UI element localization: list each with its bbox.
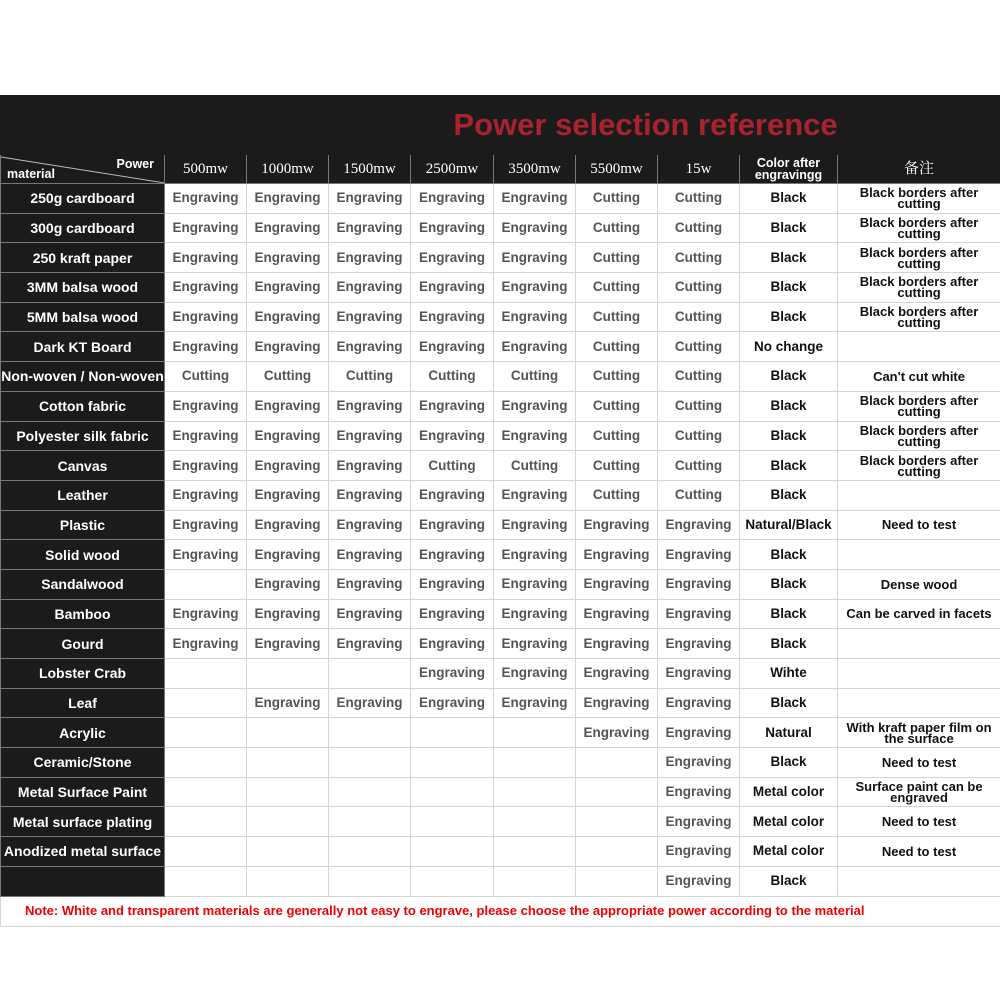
power-cell: Engraving [329,688,411,718]
power-cell: Engraving [494,273,576,303]
power-cell [576,837,658,867]
power-cell: Engraving [494,540,576,570]
power-cell: Cutting [576,332,658,362]
power-reference-table [0,95,1000,927]
power-cell [411,837,494,867]
power-cell [411,807,494,837]
table-row [1,362,1000,392]
material-cell: Gourd [1,629,165,659]
power-cell: Engraving [576,599,658,629]
note-cell: Need to test [838,837,1000,867]
note-cell: With kraft paper film on the surface [838,718,1000,748]
power-cell: Cutting [658,213,740,243]
power-cell [329,659,411,689]
power-cell: Engraving [411,302,494,332]
power-cell: Engraving [494,243,576,273]
power-cell: Engraving [658,777,740,807]
material-cell: Solid wood [1,540,165,570]
power-cell: Engraving [247,243,329,273]
table-title: Power selection reference [1,96,1000,155]
power-cell: Engraving [165,451,247,481]
power-cell [165,807,247,837]
power-cell [247,807,329,837]
power-cell: Cutting [658,421,740,451]
header-15w: 15w [658,155,740,184]
table-row [1,659,1000,689]
material-cell: Leaf [1,688,165,718]
header-row [1,155,1000,184]
power-cell: Engraving [494,629,576,659]
power-cell: Engraving [165,391,247,421]
power-cell: Engraving [247,332,329,362]
power-cell [494,866,576,896]
color-cell: Black [740,302,838,332]
note-cell [838,480,1000,510]
power-cell: Engraving [165,243,247,273]
power-cell: Engraving [411,569,494,599]
material-cell: Cotton fabric [1,391,165,421]
table-row [1,599,1000,629]
power-cell: Cutting [494,362,576,392]
material-cell: Ceramic/Stone [1,748,165,778]
power-cell: Engraving [329,213,411,243]
table-row [1,421,1000,451]
power-cell: Engraving [411,688,494,718]
power-cell: Engraving [576,510,658,540]
material-cell: 250g cardboard [1,184,165,214]
power-cell: Cutting [576,391,658,421]
power-cell: Cutting [576,480,658,510]
power-cell: Cutting [576,421,658,451]
color-cell: Natural/Black [740,510,838,540]
material-cell: 300g cardboard [1,213,165,243]
power-cell: Engraving [494,302,576,332]
power-cell: Engraving [411,599,494,629]
power-cell: Engraving [329,273,411,303]
power-cell: Engraving [329,629,411,659]
power-cell [576,866,658,896]
power-cell: Engraving [329,243,411,273]
power-cell [247,718,329,748]
power-cell: Engraving [165,510,247,540]
power-cell: Engraving [247,629,329,659]
table-row [1,273,1000,303]
material-cell: Leather [1,480,165,510]
header-3500mw: 3500mw [494,155,576,184]
table-row [1,807,1000,837]
power-cell [494,718,576,748]
header-color: Color after engravingg [740,155,838,184]
material-cell: 5MM balsa wood [1,302,165,332]
material-cell: Anodized metal surface [1,837,165,867]
power-cell: Engraving [658,659,740,689]
power-cell: Engraving [247,599,329,629]
power-cell: Cutting [411,451,494,481]
table-row [1,302,1000,332]
power-cell [165,748,247,778]
power-cell: Cutting [658,451,740,481]
power-cell: Engraving [165,540,247,570]
note-cell: Can't cut white [838,362,1000,392]
power-cell: Engraving [658,748,740,778]
table-row [1,540,1000,570]
power-cell [165,688,247,718]
power-cell: Engraving [658,866,740,896]
color-cell: Black [740,480,838,510]
color-cell: Black [740,213,838,243]
power-cell: Cutting [576,213,658,243]
note-cell [838,540,1000,570]
power-cell: Engraving [658,688,740,718]
note-cell: Black borders after cutting [838,302,1000,332]
power-cell: Engraving [329,391,411,421]
power-cell: Cutting [329,362,411,392]
power-cell: Engraving [658,807,740,837]
note-cell: Black borders after cutting [838,213,1000,243]
power-cell: Engraving [494,510,576,540]
note-cell: Need to test [838,510,1000,540]
material-label: material [7,167,55,181]
note-cell: Black borders after cutting [838,391,1000,421]
power-cell: Engraving [247,213,329,243]
power-cell [411,748,494,778]
table-row [1,510,1000,540]
power-cell: Cutting [576,302,658,332]
power-cell [165,659,247,689]
header-1000mw: 1000mw [247,155,329,184]
power-cell: Engraving [658,837,740,867]
color-cell: Black [740,569,838,599]
color-cell: Black [740,184,838,214]
power-cell: Engraving [247,510,329,540]
color-cell: Natural [740,718,838,748]
power-cell: Engraving [658,599,740,629]
table-row [1,332,1000,362]
power-cell: Engraving [411,184,494,214]
power-cell: Engraving [329,540,411,570]
power-cell: Engraving [329,302,411,332]
material-cell: Non-woven / Non-woven [1,362,165,392]
note-cell [838,332,1000,362]
power-cell: Engraving [329,332,411,362]
footnote: Note: White and transparent materials are generally not easy to engrave, please choose the appropriate power according to the material [1,896,1000,926]
power-cell [329,777,411,807]
power-cell: Engraving [494,659,576,689]
color-cell: Wihte [740,659,838,689]
table-row [1,184,1000,214]
note-cell: Black borders after cutting [838,243,1000,273]
material-cell: Lobster Crab [1,659,165,689]
power-cell: Engraving [411,510,494,540]
power-cell: Cutting [658,391,740,421]
header-note: 备注 [838,155,1000,184]
power-cell [247,866,329,896]
power-cell: Cutting [576,184,658,214]
note-cell [838,659,1000,689]
note-cell: Black borders after cutting [838,451,1000,481]
power-cell: Engraving [411,480,494,510]
power-cell: Engraving [576,688,658,718]
header-2500mw: 2500mw [411,155,494,184]
table-row [1,837,1000,867]
color-cell: Black [740,540,838,570]
power-cell: Engraving [247,184,329,214]
power-cell: Engraving [494,599,576,629]
power-cell: Cutting [658,184,740,214]
note-cell [838,688,1000,718]
power-cell: Engraving [165,184,247,214]
power-cell: Engraving [411,421,494,451]
power-cell: Engraving [247,688,329,718]
power-cell: Engraving [494,391,576,421]
power-cell: Cutting [165,362,247,392]
power-cell: Engraving [411,273,494,303]
power-cell: Engraving [494,480,576,510]
header-500mw: 500mw [165,155,247,184]
power-cell [411,718,494,748]
table-row [1,391,1000,421]
power-cell [165,569,247,599]
power-cell: Engraving [329,599,411,629]
power-cell: Engraving [494,213,576,243]
power-cell: Engraving [411,332,494,362]
power-cell: Engraving [165,599,247,629]
note-cell: Can be carved in facets [838,599,1000,629]
material-cell: Metal surface plating [1,807,165,837]
color-cell: Black [740,243,838,273]
power-cell: Engraving [411,540,494,570]
material-cell: Sandalwood [1,569,165,599]
material-cell: Bamboo [1,599,165,629]
color-cell: Metal color [740,837,838,867]
power-cell: Engraving [411,243,494,273]
power-cell: Engraving [494,332,576,362]
table-row [1,569,1000,599]
power-cell: Engraving [411,659,494,689]
color-cell: Black [740,421,838,451]
power-cell: Engraving [411,213,494,243]
material-cell: 250 kraft paper [1,243,165,273]
power-cell: Engraving [658,718,740,748]
power-cell: Cutting [658,273,740,303]
note-cell [838,866,1000,896]
power-cell [411,777,494,807]
note-cell: Dense wood [838,569,1000,599]
table-row [1,688,1000,718]
note-cell: Black borders after cutting [838,421,1000,451]
header-1500mw: 1500mw [329,155,411,184]
power-cell [329,837,411,867]
power-cell: Engraving [494,569,576,599]
power-cell [411,866,494,896]
power-cell [329,718,411,748]
power-cell: Cutting [576,273,658,303]
power-cell: Cutting [658,332,740,362]
note-cell: Need to test [838,807,1000,837]
power-cell: Engraving [247,540,329,570]
power-cell [494,748,576,778]
power-cell: Engraving [165,273,247,303]
material-cell: 3MM balsa wood [1,273,165,303]
table-row [1,748,1000,778]
note-cell: Surface paint can be engraved [838,777,1000,807]
power-cell: Engraving [658,540,740,570]
power-cell [247,748,329,778]
color-cell: Black [740,629,838,659]
note-cell [838,629,1000,659]
color-cell: Black [740,273,838,303]
power-cell: Cutting [658,362,740,392]
power-cell: Engraving [329,510,411,540]
corner-header [1,155,165,184]
table-row [1,629,1000,659]
power-cell: Engraving [165,302,247,332]
power-cell: Engraving [576,629,658,659]
table-row [1,777,1000,807]
power-cell: Engraving [247,480,329,510]
color-cell: Black [740,391,838,421]
color-cell: Black [740,362,838,392]
material-cell: Dark KT Board [1,332,165,362]
power-cell [165,866,247,896]
power-cell: Engraving [329,184,411,214]
power-cell: Engraving [329,451,411,481]
power-cell: Engraving [165,332,247,362]
power-cell [494,807,576,837]
power-cell [576,807,658,837]
note-cell: Black borders after cutting [838,184,1000,214]
power-cell: Engraving [247,569,329,599]
power-cell: Cutting [494,451,576,481]
power-cell: Engraving [658,629,740,659]
power-cell [576,748,658,778]
color-cell: Metal color [740,777,838,807]
power-cell: Engraving [329,421,411,451]
power-cell [329,866,411,896]
power-cell: Engraving [658,569,740,599]
power-cell: Engraving [165,629,247,659]
power-cell: Engraving [165,213,247,243]
power-cell: Engraving [247,421,329,451]
power-cell: Cutting [411,362,494,392]
power-cell [576,777,658,807]
material-cell: Polyester silk fabric [1,421,165,451]
power-cell: Engraving [165,480,247,510]
power-cell: Engraving [576,569,658,599]
power-cell: Engraving [494,688,576,718]
color-cell: Metal color [740,807,838,837]
power-cell: Cutting [576,362,658,392]
power-label: Power [116,157,154,171]
power-cell: Engraving [247,273,329,303]
power-cell: Engraving [658,510,740,540]
color-cell: Black [740,599,838,629]
power-cell [165,837,247,867]
power-cell: Engraving [165,421,247,451]
power-cell: Engraving [576,718,658,748]
power-cell: Engraving [329,569,411,599]
material-cell: Canvas [1,451,165,481]
power-cell [494,777,576,807]
note-cell: Black borders after cutting [838,273,1000,303]
power-cell: Engraving [411,391,494,421]
power-cell: Engraving [411,629,494,659]
header-5500mw: 5500mw [576,155,658,184]
power-cell: Cutting [576,243,658,273]
table-row [1,718,1000,748]
power-cell: Cutting [247,362,329,392]
power-cell: Engraving [247,391,329,421]
power-cell: Cutting [658,480,740,510]
power-cell [247,659,329,689]
color-cell: No change [740,332,838,362]
power-cell [329,807,411,837]
power-cell [247,777,329,807]
power-cell: Cutting [658,302,740,332]
power-cell: Engraving [576,540,658,570]
power-cell: Engraving [494,184,576,214]
color-cell: Black [740,748,838,778]
power-cell: Engraving [494,421,576,451]
material-cell: Metal Surface Paint [1,777,165,807]
power-cell: Engraving [247,451,329,481]
material-cell [1,866,165,896]
power-cell: Cutting [576,451,658,481]
material-cell: Plastic [1,510,165,540]
table-row [1,866,1000,896]
power-cell: Engraving [329,480,411,510]
note-cell: Need to test [838,748,1000,778]
power-cell [247,837,329,867]
power-cell [165,777,247,807]
color-cell: Black [740,688,838,718]
power-cell [165,718,247,748]
power-cell: Engraving [247,302,329,332]
table-row [1,480,1000,510]
color-cell: Black [740,866,838,896]
power-cell [329,748,411,778]
table-row [1,213,1000,243]
table-row [1,451,1000,481]
table-row [1,243,1000,273]
power-cell: Engraving [576,659,658,689]
power-cell: Cutting [658,243,740,273]
power-cell [494,837,576,867]
material-cell: Acrylic [1,718,165,748]
color-cell: Black [740,451,838,481]
